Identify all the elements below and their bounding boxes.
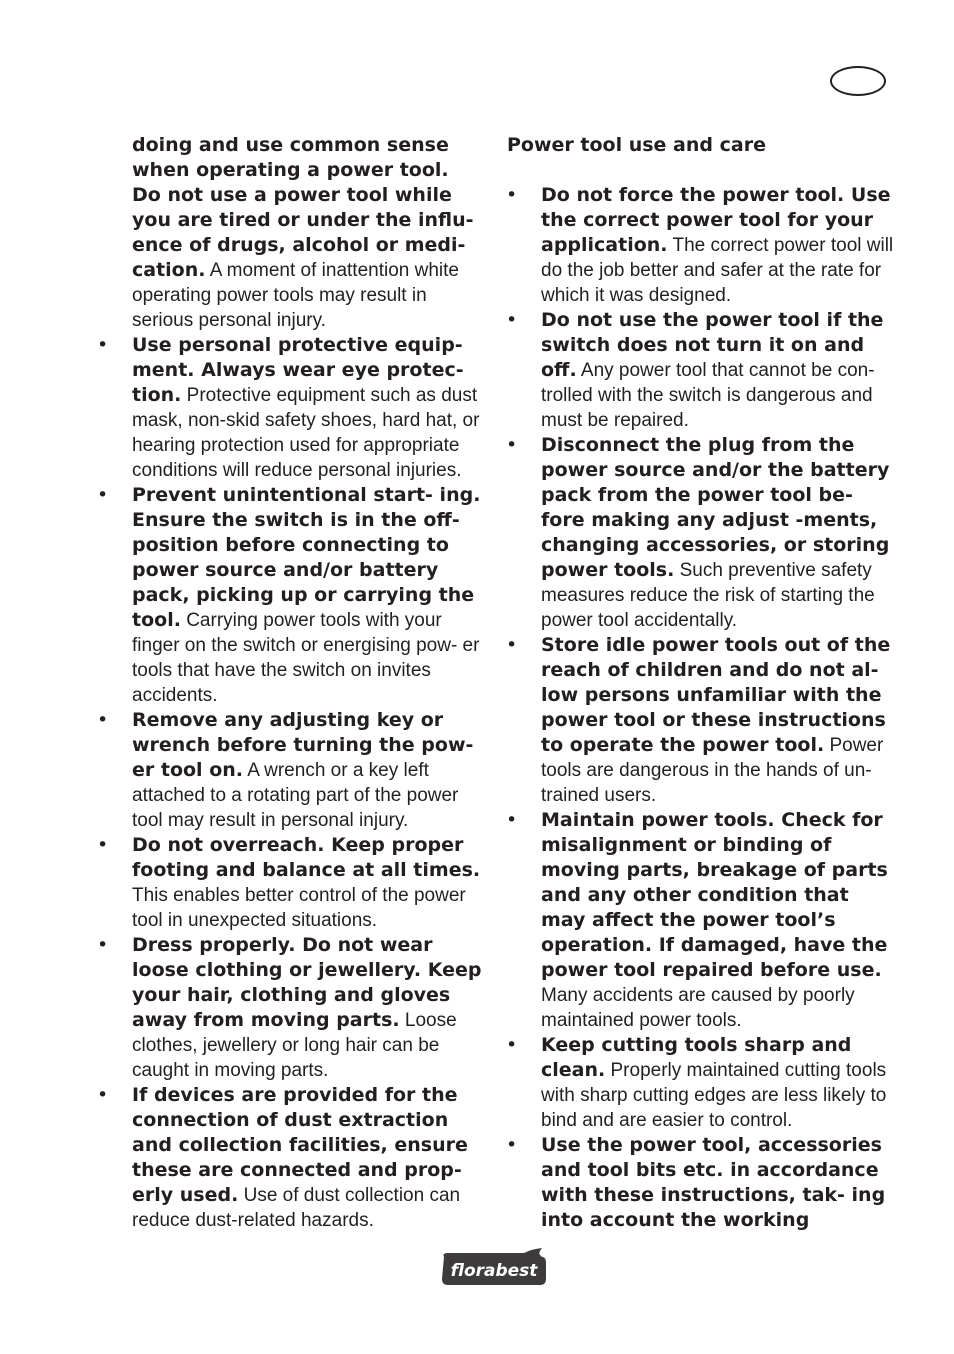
bullet-body-text: Any power tool that cannot be con- trolled with the switch is dangerous and must be repaired. <box>541 360 875 431</box>
bullet-body-text: A wrench or a key left attached to a rotating part of the power tool may result in personal injury. <box>132 760 459 831</box>
language-badge-oval <box>830 66 886 96</box>
bullet-bold-text: Keep cutting tools sharp and clean. <box>541 1034 852 1081</box>
bullet-bold-text: Do not overreach. Keep proper footing and balance at all times. <box>132 834 481 881</box>
bullet-dot: • <box>506 1134 518 1156</box>
bullet-body-text: Loose clothes, jewellery or long hair can be caught in moving parts. <box>132 1010 457 1081</box>
bullet-dot: • <box>506 184 518 206</box>
bullet-item <box>97 1083 482 1233</box>
bullet-dot: • <box>506 809 518 831</box>
bullet-item <box>506 808 896 1033</box>
bullet-item <box>506 308 896 433</box>
bullet-body-text: Power tools are dangerous in the hands of un- trained users. <box>541 735 884 806</box>
bullet-body-text: The correct power tool will do the job better and safer at the rate for which it was designed. <box>541 235 894 306</box>
bullet-dot: • <box>97 334 109 356</box>
right-column <box>506 183 896 1233</box>
bullet-item <box>97 483 482 708</box>
bullet-item <box>506 433 896 633</box>
bullet-dot: • <box>97 1084 109 1106</box>
bullet-item <box>97 708 482 833</box>
left-column <box>97 133 482 1233</box>
bullet-dot: • <box>97 709 109 731</box>
bullet-body-text: This enables better control of the power tool in unexpected situations. <box>132 885 466 931</box>
bullet-item <box>506 1033 896 1133</box>
bullet-bold-text: Maintain power tools. Check for misalignment or binding of moving parts, breakage of parts and any other condition that may affect the power tool’s operation. If damaged, have the power tool repaired before use. <box>541 809 888 981</box>
bullet-dot: • <box>506 434 518 456</box>
bullet-dot: • <box>97 934 109 956</box>
bullet-body-text: Properly maintained cutting tools with sharp cutting edges are less likely to bind and are easier to control. <box>541 1060 887 1131</box>
bullet-body-text: Protective equipment such as dust mask, non-skid safety shoes, hard hat, or hearing protection used for appropriate conditions will reduce personal injuries. <box>132 385 480 481</box>
bullet-item <box>506 633 896 808</box>
bullet-bold-text: Use personal protective equip- ment. Always wear eye protec- tion. <box>132 334 464 406</box>
intro-bold-text: doing and use common sense when operating a power tool. Do not use a power tool while you are tired or under the influ- ence of drugs, alcohol or medi- cation. <box>132 134 474 281</box>
bullet-item <box>97 933 482 1083</box>
bullet-bold-text: Prevent unintentional start- ing. Ensure the switch is in the off-position before connecting to power source and/or battery pack, picking up or carrying the tool. <box>132 484 481 631</box>
bullet-bold-text: Disconnect the plug from the power source and/or the battery pack from the power tool be- fore making any adjust -ments, changing accessories, or storing power tools. <box>541 434 890 581</box>
bullet-bold-text: Do not force the power tool. Use the correct power tool for your application. <box>541 184 891 256</box>
intro-paragraph <box>132 133 482 333</box>
svg-text:florabest: florabest <box>450 1261 538 1281</box>
bullet-bold-text: If devices are provided for the connection of dust extraction and collection facilities, ensure these are connected and prop- erly used. <box>132 1084 468 1206</box>
bullet-dot: • <box>506 1034 518 1056</box>
section-heading: Power tool use and care <box>507 134 766 156</box>
bullet-bold-text: Do not use the power tool if the switch does not turn it on and off. <box>541 309 884 381</box>
bullet-bold-text: Use the power tool, accessories and tool bits etc. in accordance with these instructions, tak- ing into account the working <box>541 1134 886 1231</box>
bullet-dot: • <box>506 634 518 656</box>
bullet-dot: • <box>97 834 109 856</box>
bullet-dot: • <box>97 484 109 506</box>
bullet-dot: • <box>506 309 518 331</box>
bullet-body-text: Such preventive safety measures reduce the risk of starting the power tool accidentally. <box>541 560 875 631</box>
bullet-bold-text: Store idle power tools out of the reach of children and do not al- low persons unfamiliar with the power tool or these instructions to operate the power tool. <box>541 634 891 756</box>
bullet-bold-text: Remove any adjusting key or wrench before turning the pow- er tool on. <box>132 709 474 781</box>
bullet-bold-text: Dress properly. Do not wear loose clothing or jewellery. Keep your hair, clothing and gloves away from moving parts. <box>132 934 482 1031</box>
bullet-body-text: Use of dust collection can reduce dust-related hazards. <box>132 1185 461 1231</box>
bullet-body-text: Many accidents are caused by poorly maintained power tools. <box>541 985 855 1031</box>
bullet-item <box>506 1133 896 1233</box>
bullet-item <box>97 333 482 483</box>
bullet-body-text: Carrying power tools with your finger on the switch or energising pow- er tools that have the switch on invites accidents. <box>132 610 480 706</box>
florabest-logo <box>438 1247 550 1287</box>
bullet-item <box>506 183 896 308</box>
intro-body-text: A moment of inattention white operating power tools may result in serious personal injury. <box>132 260 459 331</box>
bullet-item <box>97 833 482 933</box>
